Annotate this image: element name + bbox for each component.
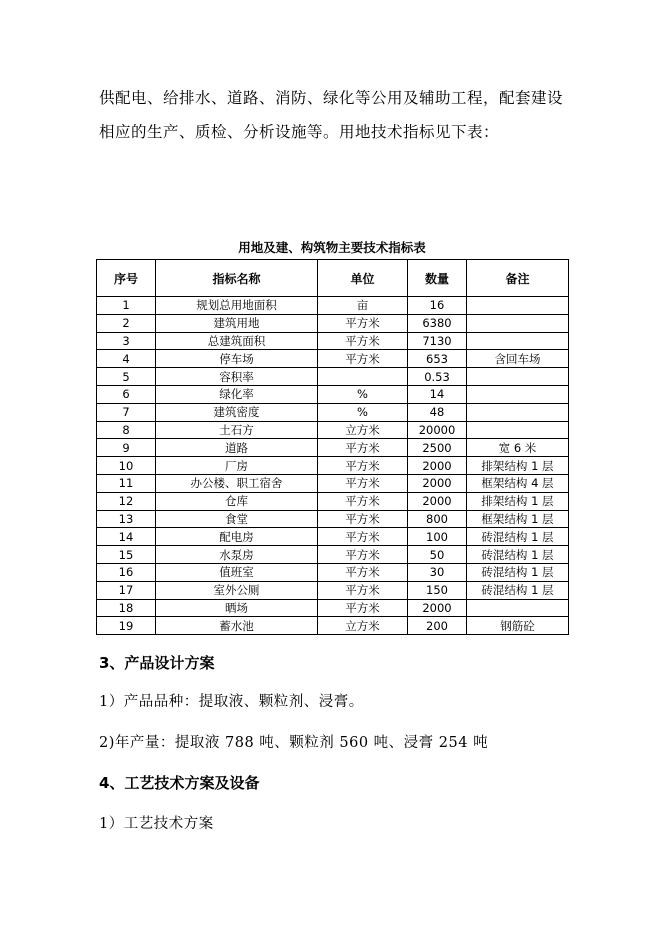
cell-quantity: 7130 — [408, 332, 467, 350]
cell-unit: 平方米 — [318, 581, 408, 599]
cell-unit: 立方米 — [318, 617, 408, 635]
cell-unit: 平方米 — [318, 314, 408, 332]
table-title: 用地及建、构筑物主要技术指标表 — [238, 240, 426, 255]
cell-remark — [467, 403, 569, 421]
header-unit: 单位 — [318, 260, 408, 297]
cell-quantity: 2000 — [408, 599, 467, 617]
cell-remark: 框架结构 1 层 — [467, 510, 569, 528]
table-row — [97, 474, 569, 492]
cell-remark — [467, 368, 569, 386]
cell-seq: 4 — [97, 350, 156, 368]
cell-remark: 砖混结构 1 层 — [467, 528, 569, 546]
cell-remark — [467, 332, 569, 350]
header-remark: 备注 — [467, 260, 569, 297]
table-header-row — [97, 260, 569, 297]
cell-remark: 砖混结构 1 层 — [467, 563, 569, 581]
cell-quantity: 2000 — [408, 492, 467, 510]
table-row — [97, 617, 569, 635]
cell-seq: 2 — [97, 314, 156, 332]
cell-seq: 13 — [97, 510, 156, 528]
cell-unit: % — [318, 403, 408, 421]
cell-seq: 14 — [97, 528, 156, 546]
cell-seq: 11 — [97, 474, 156, 492]
cell-indicator: 办公楼、职工宿舍 — [156, 474, 318, 492]
cell-remark — [467, 599, 569, 617]
intro-line-2: 相应的生产、质检、分析设施等。用地技术指标见下表： — [99, 123, 500, 141]
cell-seq: 17 — [97, 581, 156, 599]
cell-quantity: 50 — [408, 546, 467, 564]
cell-quantity: 800 — [408, 510, 467, 528]
cell-quantity: 2000 — [408, 474, 467, 492]
section-3-item-1: 1）产品品种：提取液、颗粒剂、浸膏。 — [99, 694, 364, 710]
cell-quantity: 14 — [408, 385, 467, 403]
cell-remark: 框架结构 4 层 — [467, 474, 569, 492]
header-quantity: 数量 — [408, 260, 467, 297]
cell-indicator: 值班室 — [156, 563, 318, 581]
cell-unit: 平方米 — [318, 474, 408, 492]
table-row — [97, 457, 569, 475]
cell-quantity: 100 — [408, 528, 467, 546]
cell-unit — [318, 368, 408, 386]
cell-indicator: 道路 — [156, 439, 318, 457]
cell-seq: 10 — [97, 457, 156, 475]
section-3-heading: 3、产品设计方案 — [99, 654, 215, 672]
indicator-table — [96, 259, 569, 635]
cell-seq: 12 — [97, 492, 156, 510]
cell-seq: 3 — [97, 332, 156, 350]
section-4-item-1: 1）工艺技术方案 — [99, 816, 214, 832]
table-row — [97, 297, 569, 315]
cell-remark — [467, 385, 569, 403]
table-row — [97, 581, 569, 599]
cell-unit: 平方米 — [318, 350, 408, 368]
cell-indicator: 容积率 — [156, 368, 318, 386]
table-row — [97, 528, 569, 546]
cell-indicator: 土石方 — [156, 421, 318, 439]
section-4-heading: 4、工艺技术方案及设备 — [99, 774, 260, 792]
cell-seq: 1 — [97, 297, 156, 315]
cell-indicator: 食堂 — [156, 510, 318, 528]
cell-remark: 砖混结构 1 层 — [467, 546, 569, 564]
cell-unit: 平方米 — [318, 492, 408, 510]
cell-quantity: 0.53 — [408, 368, 467, 386]
cell-unit: 平方米 — [318, 528, 408, 546]
table-row — [97, 314, 569, 332]
table-row — [97, 599, 569, 617]
table-row — [97, 439, 569, 457]
table-row — [97, 368, 569, 386]
cell-quantity: 16 — [408, 297, 467, 315]
table-row — [97, 403, 569, 421]
cell-remark: 含回车场 — [467, 350, 569, 368]
table-row — [97, 385, 569, 403]
cell-remark: 钢筋砼 — [467, 617, 569, 635]
cell-quantity: 200 — [408, 617, 467, 635]
cell-seq: 8 — [97, 421, 156, 439]
cell-seq: 6 — [97, 385, 156, 403]
header-seq: 序号 — [97, 260, 156, 297]
table-body — [97, 297, 569, 635]
cell-seq: 16 — [97, 563, 156, 581]
cell-seq: 18 — [97, 599, 156, 617]
cell-indicator: 室外公厕 — [156, 581, 318, 599]
cell-remark: 排架结构 1 层 — [467, 457, 569, 475]
cell-quantity: 150 — [408, 581, 467, 599]
cell-unit: 平方米 — [318, 563, 408, 581]
table-row — [97, 332, 569, 350]
cell-unit: 立方米 — [318, 421, 408, 439]
cell-quantity: 653 — [408, 350, 467, 368]
cell-indicator: 建筑密度 — [156, 403, 318, 421]
cell-indicator: 绿化率 — [156, 385, 318, 403]
cell-indicator: 规划总用地面积 — [156, 297, 318, 315]
section-3-item-2: 2)年产量：提取液 788 吨、颗粒剂 560 吨、浸膏 254 吨 — [99, 735, 489, 751]
cell-unit: 平方米 — [318, 599, 408, 617]
cell-indicator: 配电房 — [156, 528, 318, 546]
cell-indicator: 水泵房 — [156, 546, 318, 564]
cell-remark: 排架结构 1 层 — [467, 492, 569, 510]
cell-unit: 平方米 — [318, 510, 408, 528]
table-row — [97, 546, 569, 564]
table-row — [97, 350, 569, 368]
cell-unit: 亩 — [318, 297, 408, 315]
cell-remark — [467, 314, 569, 332]
cell-quantity: 20000 — [408, 421, 467, 439]
cell-indicator: 厂房 — [156, 457, 318, 475]
cell-remark: 砖混结构 1 层 — [467, 581, 569, 599]
cell-seq: 5 — [97, 368, 156, 386]
cell-indicator: 晒场 — [156, 599, 318, 617]
cell-indicator: 停车场 — [156, 350, 318, 368]
cell-remark: 宽 6 米 — [467, 439, 569, 457]
table-row — [97, 510, 569, 528]
cell-seq: 9 — [97, 439, 156, 457]
intro-line-1: 供配电、给排水、道路、消防、绿化等公用及辅助工程，配套建设 — [99, 89, 564, 107]
cell-quantity: 2500 — [408, 439, 467, 457]
table-row — [97, 563, 569, 581]
cell-seq: 19 — [97, 617, 156, 635]
cell-indicator: 蓄水池 — [156, 617, 318, 635]
cell-quantity: 30 — [408, 563, 467, 581]
cell-indicator: 总建筑面积 — [156, 332, 318, 350]
cell-quantity: 48 — [408, 403, 467, 421]
cell-quantity: 2000 — [408, 457, 467, 475]
cell-indicator: 仓库 — [156, 492, 318, 510]
cell-unit: 平方米 — [318, 457, 408, 475]
table-row — [97, 492, 569, 510]
header-indicator: 指标名称 — [156, 260, 318, 297]
cell-indicator: 建筑用地 — [156, 314, 318, 332]
cell-remark — [467, 421, 569, 439]
cell-unit: % — [318, 385, 408, 403]
cell-unit: 平方米 — [318, 546, 408, 564]
cell-seq: 7 — [97, 403, 156, 421]
cell-unit: 平方米 — [318, 332, 408, 350]
cell-quantity: 6380 — [408, 314, 467, 332]
cell-unit: 平方米 — [318, 439, 408, 457]
cell-seq: 15 — [97, 546, 156, 564]
cell-remark — [467, 297, 569, 315]
table-row — [97, 421, 569, 439]
